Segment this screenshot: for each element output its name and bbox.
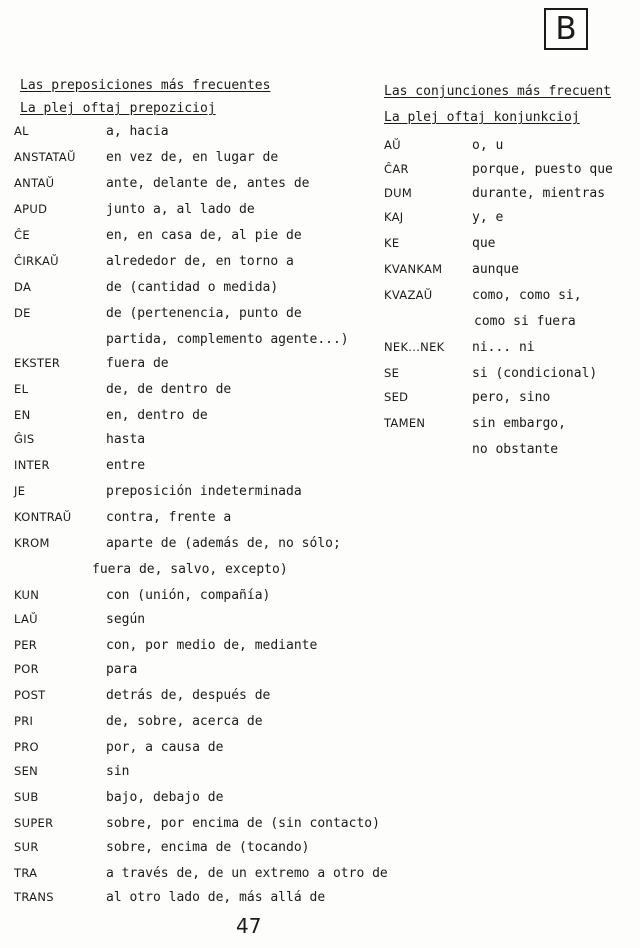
conj-definition: como, como si,	[472, 288, 582, 303]
prep-definition: detrás de, después de	[106, 688, 271, 703]
prep-term: ĈE	[14, 228, 30, 242]
prep-term: PRI	[14, 714, 34, 728]
prep-term: POST	[14, 688, 46, 702]
prep-term: JE	[14, 484, 26, 498]
prep-term: TRA	[14, 866, 38, 880]
prepositions-subtitle: La plej oftaj prepozicioj	[20, 101, 216, 116]
prep-term: PER	[14, 638, 38, 652]
prep-definition: sin	[106, 764, 130, 779]
prepositions-title: Las preposiciones más frecuentes	[20, 78, 271, 93]
prep-definition: por, a causa de	[106, 740, 224, 755]
conj-definition: si (condicional)	[472, 366, 598, 381]
prep-definition: sobre, encima de (tocando)	[106, 840, 310, 855]
prep-term: APUD	[14, 202, 48, 216]
prep-term: AL	[14, 124, 29, 138]
section-letter: B	[555, 11, 577, 47]
prep-definition: para	[106, 662, 138, 677]
conj-definition: o, u	[472, 138, 504, 153]
conj-term: KVANKAM	[384, 262, 443, 276]
prep-definition: ante, delante de, antes de	[106, 176, 310, 191]
prep-term: INTER	[14, 458, 50, 472]
prep-definition: sobre, por encima de (sin contacto)	[106, 816, 380, 831]
conj-definition: y, e	[472, 210, 504, 225]
conj-definition: porque, puesto que	[472, 162, 613, 177]
prep-term: LAŬ	[14, 612, 38, 626]
conj-definition: durante, mientras	[472, 186, 606, 201]
prep-definition: aparte de (además de, no sólo;	[106, 536, 341, 551]
prep-definition: a través de, de un extremo a otro de	[106, 866, 388, 881]
prep-term: DE	[14, 306, 31, 320]
prep-term: ĈIRKAŬ	[14, 254, 59, 268]
page-number: 47	[236, 914, 262, 938]
prep-definition: contra, frente a	[106, 510, 232, 525]
prep-term: SUR	[14, 840, 39, 854]
prep-definition: al otro lado de, más allá de	[106, 890, 326, 905]
prep-definition: de (cantidad o medida)	[106, 280, 279, 295]
prep-term: KONTRAŬ	[14, 510, 72, 524]
prep-definition: según	[106, 612, 146, 627]
conj-term: ĈAR	[384, 162, 409, 176]
conj-term: SE	[384, 366, 400, 380]
prep-definition: con, por medio de, mediante	[106, 638, 318, 653]
prep-definition-continuation: partida, complemento agente...)	[106, 332, 349, 347]
conj-term: KVAZAŬ	[384, 288, 433, 302]
prep-definition: con (unión, compañía)	[106, 588, 271, 603]
prep-definition: en, en casa de, al pie de	[106, 228, 302, 243]
prep-definition: entre	[106, 458, 146, 473]
prep-term: SUPER	[14, 816, 54, 830]
conj-definition: aunque	[472, 262, 519, 277]
prep-term: SUB	[14, 790, 39, 804]
conj-term: SED	[384, 390, 409, 404]
prep-definition: alrededor de, en torno a	[106, 254, 294, 269]
conj-term: NEK...NEK	[384, 340, 445, 354]
prep-definition: de, de dentro de	[106, 382, 232, 397]
conj-definition: ni... ni	[472, 340, 535, 355]
prep-term: EL	[14, 382, 29, 396]
conj-definition: que	[472, 236, 496, 251]
prep-definition: de, sobre, acerca de	[106, 714, 263, 729]
prep-definition: en, dentro de	[106, 408, 208, 423]
conj-term: TAMEN	[384, 416, 426, 430]
prep-definition: bajo, debajo de	[106, 790, 224, 805]
prep-term: TRANS	[14, 890, 54, 904]
prep-term: PRO	[14, 740, 39, 754]
section-letter-box	[544, 8, 588, 50]
prep-term: EN	[14, 408, 31, 422]
prep-definition-continuation: fuera de, salvo, excepto)	[92, 562, 288, 577]
prep-definition: junto a, al lado de	[106, 202, 255, 217]
conjunctions-subtitle: La plej oftaj konjunkcioj	[384, 110, 580, 125]
conj-term: DUM	[384, 186, 413, 200]
prep-term: SEN	[14, 764, 39, 778]
conj-definition: sin embargo,	[472, 416, 566, 431]
prep-definition: de (pertenencia, punto de	[106, 306, 302, 321]
conj-definition: pero, sino	[472, 390, 551, 405]
prep-term: ANSTATAŬ	[14, 150, 76, 164]
prep-definition: preposición indeterminada	[106, 484, 302, 499]
prep-term: KUN	[14, 588, 40, 602]
conj-term: KAJ	[384, 210, 404, 224]
prep-term: KROM	[14, 536, 50, 550]
prep-term: POR	[14, 662, 39, 676]
prep-definition: hasta	[106, 432, 146, 447]
conj-term: AŬ	[384, 138, 401, 152]
prep-term: EKSTER	[14, 356, 61, 370]
prep-term: ĜIS	[14, 432, 35, 446]
conj-definition-continuation: como si fuera	[474, 314, 576, 329]
prep-definition: fuera de	[106, 356, 169, 371]
conj-definition-continuation: no obstante	[472, 442, 559, 457]
prep-term: ANTAŬ	[14, 176, 55, 190]
prep-definition: a, hacia	[106, 124, 169, 139]
conj-term: KE	[384, 236, 400, 250]
conjunctions-title: Las conjunciones más frecuent	[384, 84, 611, 99]
prep-term: DA	[14, 280, 32, 294]
prep-definition: en vez de, en lugar de	[106, 150, 279, 165]
